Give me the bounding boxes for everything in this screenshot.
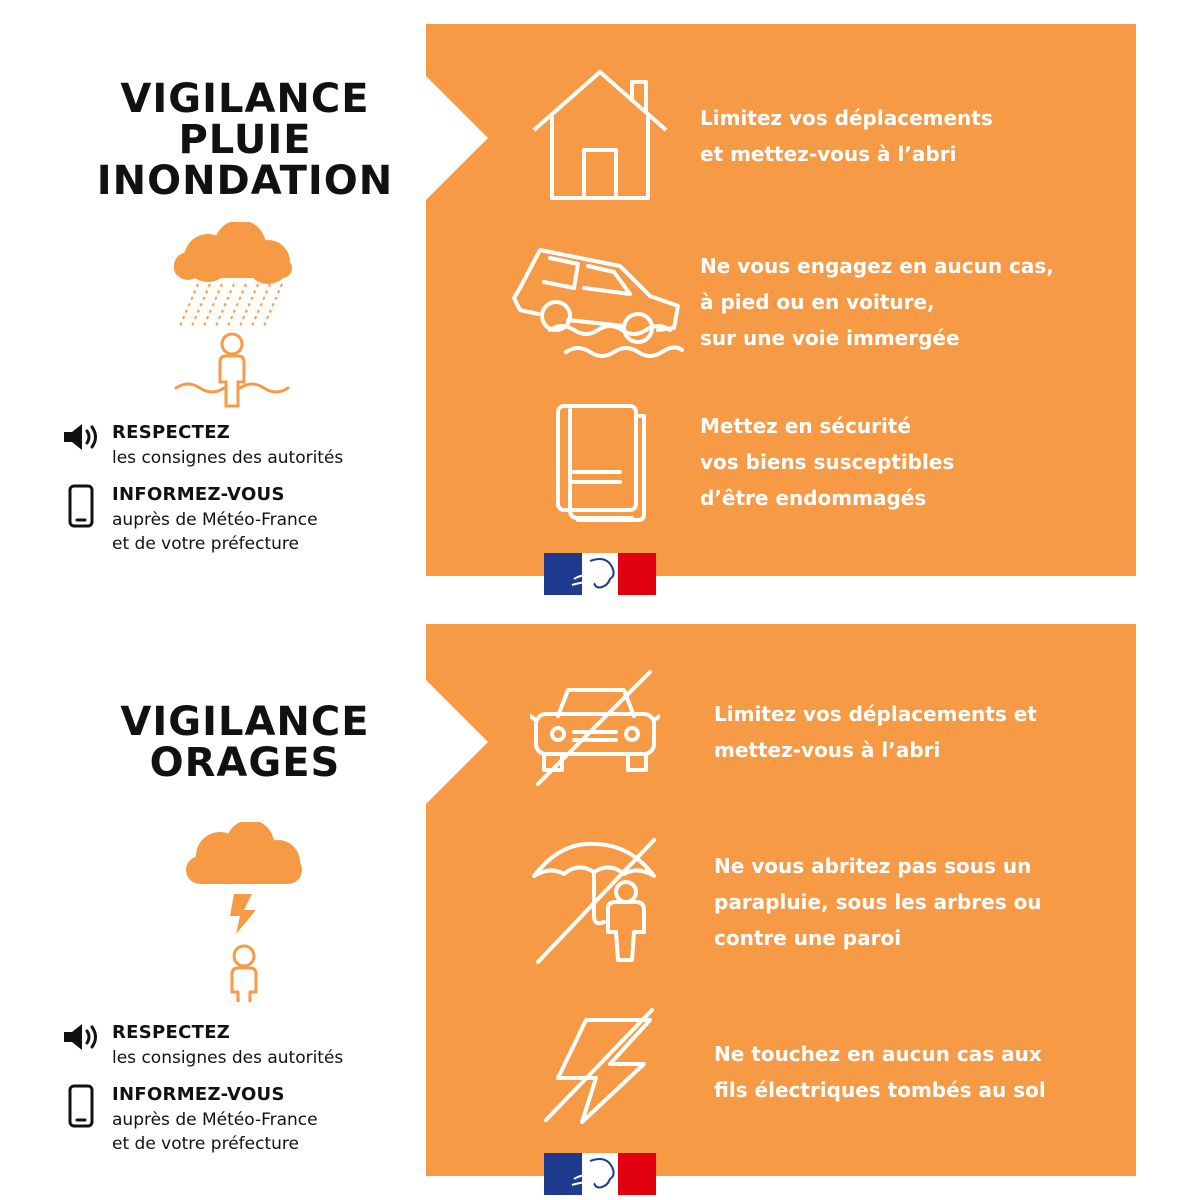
- instruction-text: [700, 248, 1100, 356]
- instruction-line: contre une paroi: [714, 926, 902, 950]
- respect-heading: RESPECTEZ: [112, 1022, 231, 1043]
- instruction-line: parapluie, sous les arbres ou: [714, 890, 1042, 914]
- instruction-line: à pied ou en voiture,: [700, 290, 935, 314]
- instruction-text: [714, 1036, 1114, 1108]
- instruction-line: d’être endommagés: [700, 486, 927, 510]
- instruction-line: sur une voie immergée: [700, 326, 960, 350]
- inform-heading: INFORMEZ-VOUS: [112, 1084, 285, 1105]
- instruction-line: mettez-vous à l’abri: [714, 738, 941, 762]
- house-icon: [530, 68, 670, 206]
- inform-line: et de votre préfecture: [112, 1134, 299, 1154]
- storm-cloud-lightning-person-icon: [178, 822, 308, 1006]
- title-line: VIGILANCE: [120, 76, 370, 122]
- vigilance-storm-panel: [0, 600, 1200, 1200]
- crossed-lightning-icon: [544, 1006, 656, 1128]
- instruction-line: Limitez vos déplacements: [700, 106, 993, 130]
- speaker-icon: [62, 422, 102, 456]
- panel-title: [40, 699, 450, 786]
- rain-cloud-person-in-water-icon: [168, 222, 298, 416]
- instruction-line: Limitez vos déplacements et: [714, 702, 1037, 726]
- instruction-line: et mettez-vous à l’abri: [700, 142, 957, 166]
- instruction-line: vos biens susceptibles: [700, 450, 955, 474]
- title-line: ORAGES: [149, 740, 341, 786]
- title-line: VIGILANCE: [120, 699, 370, 745]
- instruction-line: Ne touchez en aucun cas aux: [714, 1042, 1042, 1066]
- republique-francaise-logo: [544, 553, 656, 595]
- republique-francaise-logo: [544, 1153, 656, 1195]
- smartphone-icon: [62, 1084, 102, 1134]
- document-stack-icon: [548, 402, 652, 526]
- instruction-text: [714, 696, 1114, 768]
- inform-line: auprès de Météo-France: [112, 510, 318, 530]
- inform-text: [112, 508, 432, 556]
- instruction-text: [700, 100, 1100, 172]
- respect-text: les consignes des autorités: [112, 1048, 344, 1068]
- inform-line: auprès de Météo-France: [112, 1110, 318, 1130]
- title-line: PLUIE: [178, 117, 312, 163]
- instruction-line: Mettez en sécurité: [700, 414, 911, 438]
- inform-heading: INFORMEZ-VOUS: [112, 484, 285, 505]
- instruction-text: [700, 408, 1100, 516]
- instruction-line: Ne vous engagez en aucun cas,: [700, 254, 1054, 278]
- respect-text: les consignes des autorités: [112, 448, 344, 468]
- title-line: INONDATION: [96, 158, 394, 204]
- instruction-text: [714, 848, 1114, 956]
- car-in-water-icon: [510, 238, 686, 372]
- crossed-umbrella-icon: [530, 836, 660, 970]
- inform-line: et de votre préfecture: [112, 534, 299, 554]
- panel-title: [40, 76, 450, 204]
- respect-heading: RESPECTEZ: [112, 422, 231, 443]
- smartphone-icon: [62, 484, 102, 534]
- instruction-line: Ne vous abritez pas sous un: [714, 854, 1032, 878]
- speaker-icon: [62, 1022, 102, 1056]
- crossed-car-icon: [530, 670, 660, 794]
- inform-text: [112, 1108, 432, 1156]
- instruction-line: fils électriques tombés au sol: [714, 1078, 1046, 1102]
